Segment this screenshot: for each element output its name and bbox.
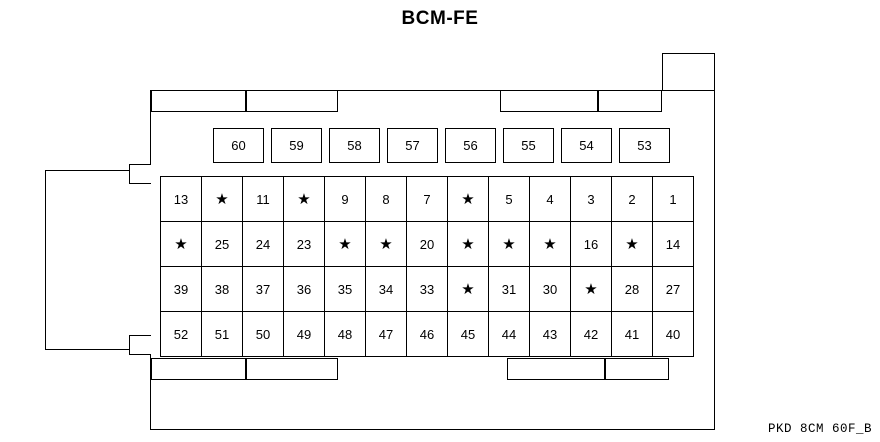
fuse-cell: 35 bbox=[325, 267, 366, 312]
fuse-cell: 20 bbox=[407, 222, 448, 267]
fuse-cell: 23 bbox=[284, 222, 325, 267]
fuse-cell: 27 bbox=[653, 267, 694, 312]
fuse-cell-empty: ★ bbox=[530, 222, 571, 267]
fuse-cell: 44 bbox=[489, 312, 530, 357]
left-mounting-tab-bottom bbox=[129, 335, 151, 355]
fuse-cell: 49 bbox=[284, 312, 325, 357]
fuse-cell: 9 bbox=[325, 177, 366, 222]
fuse-cell-empty: ★ bbox=[489, 222, 530, 267]
fuse-cell-empty: ★ bbox=[448, 177, 489, 222]
left-mounting-tab-bottom-joint bbox=[149, 336, 153, 354]
relay-slot: 56 bbox=[445, 128, 496, 163]
fuse-cell: 33 bbox=[407, 267, 448, 312]
fuse-cell-empty: ★ bbox=[202, 177, 243, 222]
fuse-cell: 38 bbox=[202, 267, 243, 312]
bottom-flange-2 bbox=[246, 358, 338, 380]
fuse-cell: 28 bbox=[612, 267, 653, 312]
bottom-flange-3 bbox=[507, 358, 605, 380]
fuse-cell: 34 bbox=[366, 267, 407, 312]
fuse-cell: 31 bbox=[489, 267, 530, 312]
fuse-row bbox=[161, 267, 694, 312]
fuse-cell-empty: ★ bbox=[284, 177, 325, 222]
fuse-row bbox=[161, 177, 694, 222]
fuse-cell: 36 bbox=[284, 267, 325, 312]
bottom-flange-1 bbox=[151, 358, 246, 380]
fuse-cell: 2 bbox=[612, 177, 653, 222]
top-flange-3 bbox=[500, 90, 598, 112]
relay-slot: 58 bbox=[329, 128, 380, 163]
relay-slot: 57 bbox=[387, 128, 438, 163]
relay-slot: 60 bbox=[213, 128, 264, 163]
fuse-cell-empty: ★ bbox=[325, 222, 366, 267]
relay-slot: 59 bbox=[271, 128, 322, 163]
fuse-cell-empty: ★ bbox=[161, 222, 202, 267]
fuse-cell-empty: ★ bbox=[448, 267, 489, 312]
fuse-cell: 16 bbox=[571, 222, 612, 267]
fuse-cell: 13 bbox=[161, 177, 202, 222]
fuse-cell: 52 bbox=[161, 312, 202, 357]
fuse-cell: 50 bbox=[243, 312, 284, 357]
fuse-cell: 48 bbox=[325, 312, 366, 357]
fuse-cell: 41 bbox=[612, 312, 653, 357]
relay-slot: 53 bbox=[619, 128, 670, 163]
drawing-reference-code: PKD 8CM 60F_B bbox=[767, 422, 872, 436]
fuse-cell: 11 bbox=[243, 177, 284, 222]
fuse-cell: 30 bbox=[530, 267, 571, 312]
left-connector-block bbox=[45, 170, 151, 350]
left-mounting-tab-top bbox=[129, 164, 151, 184]
top-flange-2 bbox=[246, 90, 338, 112]
fuse-cell: 5 bbox=[489, 177, 530, 222]
fuse-cell-empty: ★ bbox=[612, 222, 653, 267]
fuse-cell: 7 bbox=[407, 177, 448, 222]
relay-slot: 55 bbox=[503, 128, 554, 163]
left-connector-joint bbox=[149, 171, 153, 349]
fuse-cell-empty: ★ bbox=[448, 222, 489, 267]
fuse-grid bbox=[160, 176, 694, 357]
fuse-cell: 37 bbox=[243, 267, 284, 312]
fuse-cell: 39 bbox=[161, 267, 202, 312]
relay-row bbox=[213, 128, 670, 163]
fuse-cell: 8 bbox=[366, 177, 407, 222]
top-flange-4 bbox=[598, 90, 662, 112]
fuse-cell: 14 bbox=[653, 222, 694, 267]
bottom-flange-4 bbox=[605, 358, 669, 380]
left-mounting-tab-top-joint bbox=[149, 165, 153, 183]
fuse-cell: 45 bbox=[448, 312, 489, 357]
page-title: BCM-FE bbox=[401, 8, 479, 29]
fuse-cell: 47 bbox=[366, 312, 407, 357]
relay-slot: 54 bbox=[561, 128, 612, 163]
fuse-cell: 42 bbox=[571, 312, 612, 357]
fuse-block-drawing bbox=[0, 40, 880, 410]
fuse-cell: 4 bbox=[530, 177, 571, 222]
fuse-cell: 51 bbox=[202, 312, 243, 357]
top-flange-1 bbox=[151, 90, 246, 112]
fuse-row bbox=[161, 312, 694, 357]
fuse-cell-empty: ★ bbox=[571, 267, 612, 312]
fuse-cell: 25 bbox=[202, 222, 243, 267]
fuse-cell: 24 bbox=[243, 222, 284, 267]
fuse-cell-empty: ★ bbox=[366, 222, 407, 267]
fuse-cell: 46 bbox=[407, 312, 448, 357]
fuse-cell: 1 bbox=[653, 177, 694, 222]
fuse-cell: 40 bbox=[653, 312, 694, 357]
housing-top-right-step bbox=[662, 53, 715, 91]
fuse-cell: 43 bbox=[530, 312, 571, 357]
fuse-cell: 3 bbox=[571, 177, 612, 222]
fuse-row bbox=[161, 222, 694, 267]
